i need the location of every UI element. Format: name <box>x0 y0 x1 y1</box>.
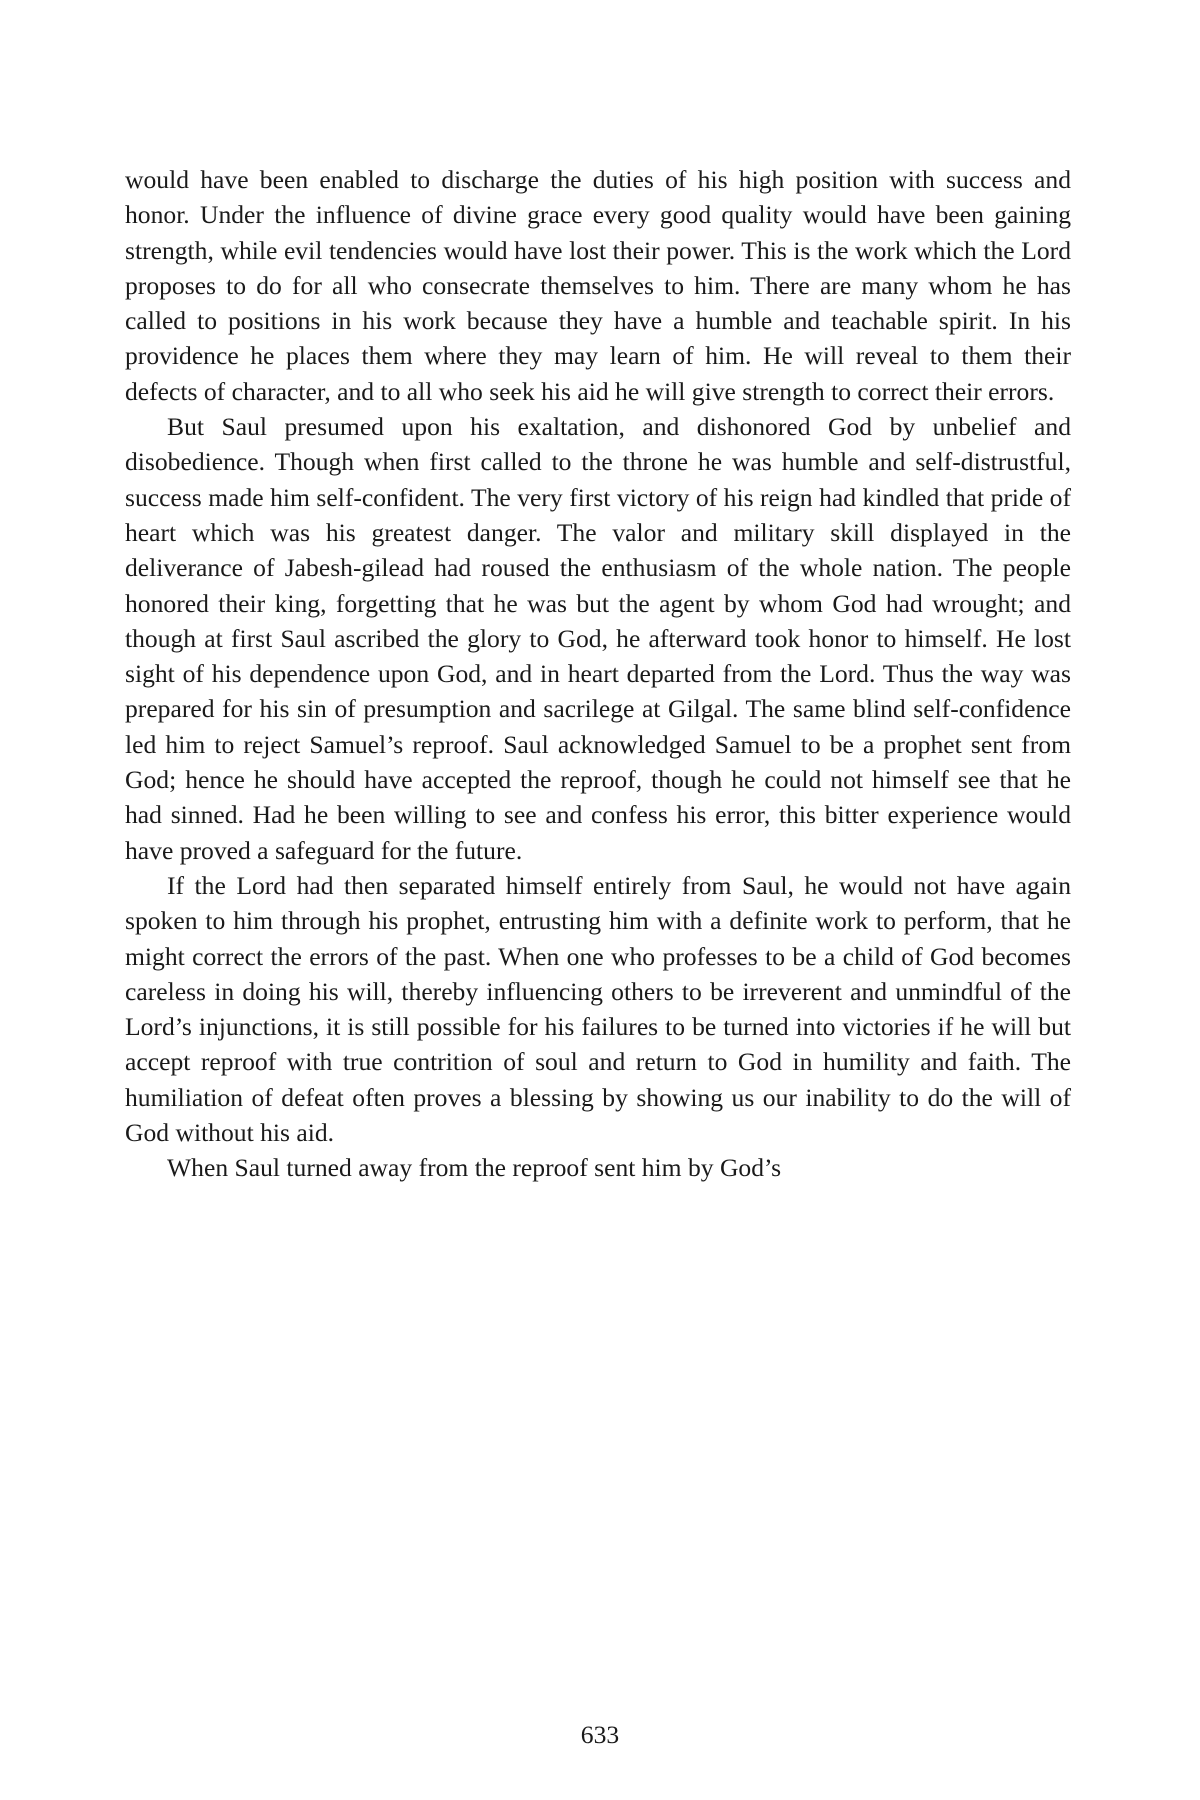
body-text <box>125 162 1071 1186</box>
page-number: 633 <box>580 1720 620 1749</box>
paragraph-4: When Saul turned away from the reproof sent him by God’s <box>167 1153 782 1183</box>
paragraph-2: But Saul presumed upon his exaltation, and dishonored God by unbelief and disobedience. Though when first called to the throne he was humble and self-distrustful, success made him self-confident. The very first victory of his reign had kindled that pride of heart which was his greatest danger. The valor and military skill displayed in the deliverance of Jabesh-gilead had roused the enthusiasm of the whole nation. The people honored their king, forgetting that he was but the agent by whom God had wrought; and though at first Saul ascribed the glory to God, he afterward took honor to himself. He lost sight of his dependence upon God, and in heart departed from the Lord. Thus the way was prepared for his sin of presumption and sacrilege at Gilgal. The same blind self-confidence led him to reject Samuel’s reproof. Saul acknowledged Samuel to be a prophet sent from God; hence he should have accepted the reproof, though he could not himself see that he had sinned. Had he been willing to see and confess his error, this bitter experience would have proved a safeguard for the future. <box>125 412 1071 865</box>
paragraph-3: If the Lord had then separated himself entirely from Saul, he would not have again spoken to him through his prophet, entrusting him with a definite work to perform, that he might correct the errors of the past. When one who professes to be a child of God becomes careless in doing his will, thereby influencing others to be irreverent and unmindful of the Lord’s injunctions, it is still possible for his failures to be turned into victories if he will but accept reproof with true contrition of soul and return to God in humility and faith. The humiliation of defeat often proves a blessing by showing us our inability to do the will of God without his aid. <box>125 870 1071 1148</box>
paragraph-1: would have been enabled to discharge the duties of his high position with success and honor. Under the influence of divine grace every good quality would have been gaining strength, while evil tendencies would have lost their power. This is the work which the Lord proposes to do for all who consecrate themselves to him. There are many whom he has called to positions in his work because they have a humble and teachable spirit. In his providence he places them where they may learn of him. He will reveal to them their defects of character, and to all who seek his aid he will give strength to correct their errors. <box>125 165 1071 406</box>
